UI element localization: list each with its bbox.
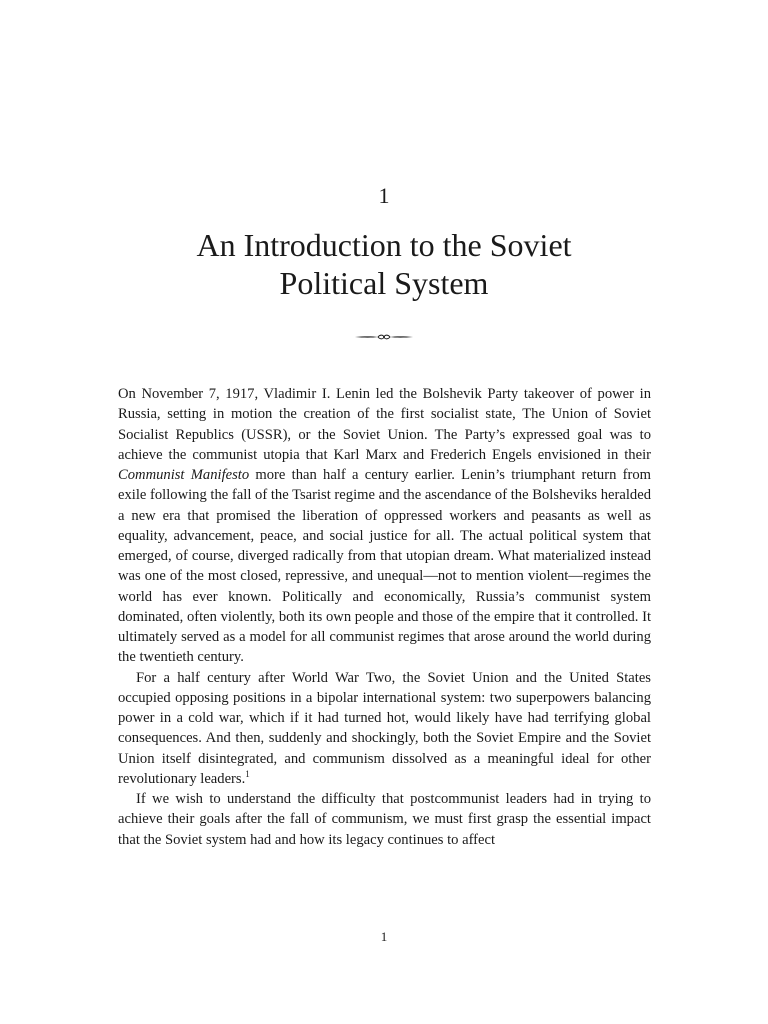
chapter-number: 1	[378, 183, 390, 208]
chapter-title-line-1: An Introduction to the Soviet	[196, 227, 572, 263]
paragraph-2-text: For a half century after World War Two, the Soviet Union and the United States occupied opposing positions in a bipolar international system: two superpowers balancing power in a cold war, which if it had turned hot, would likely have had terrifying global consequences. And then, suddenly and shockingly, both the Soviet Empire and the Soviet Union itself disintegrated, and communism dissolved as a meaningful ideal for other revolutionary leaders.	[118, 669, 651, 787]
chapter-body	[118, 384, 651, 850]
paragraph-3-text: If we wish to understand the difficulty that postcommunist leaders had in trying to achieve their goals after the fall of communism, we must first grasp the essential impact that the Soviet system had and how its legacy continues to affect	[118, 791, 651, 848]
paragraph-1-text-start: On November 7, 1917, Vladimir I. Lenin led the Bolshevik Party takeover of power in Russia, setting in motion the creation of the first socialist state, The Union of Soviet Socialist Republics (USSR), or the Soviet Union. The Party’s expressed goal was to achieve the communist utopia that Karl Marx and Frederich Engels envisioned in their	[118, 386, 651, 463]
book-title-italic: Communist Manifesto	[118, 467, 250, 483]
paragraph-1-text-end: more than half a century earlier. Lenin’s triumphant return from exile following the fall of the Tsarist regime and the ascendance of the Bolsheviks heralded a new era that promised the liberation of oppressed workers and peasants as well as equality, advancement, peace, and social justice for all. The actual political system that emerged, of course, diverged radically from that utopian dream. What materialized instead was one of the most closed, repressive, and unequal—not to mention violent—regimes the world has ever known. Politically and economically, Russia’s communist system dominated, often violently, both its own people and those of the empire that it controlled. It ultimately served as a model for all communist regimes that arose around the world during the twentieth century.	[118, 467, 652, 666]
flourish-divider-icon	[354, 330, 414, 344]
paragraph-1	[118, 384, 651, 668]
page-number: 1	[380, 929, 388, 944]
chapter-title-line-2: Political System	[279, 265, 489, 301]
paragraph-2	[118, 668, 651, 790]
paragraph-3	[118, 789, 651, 850]
chapter-title	[84, 226, 684, 302]
footnote-reference[interactable]: 1	[245, 768, 250, 779]
